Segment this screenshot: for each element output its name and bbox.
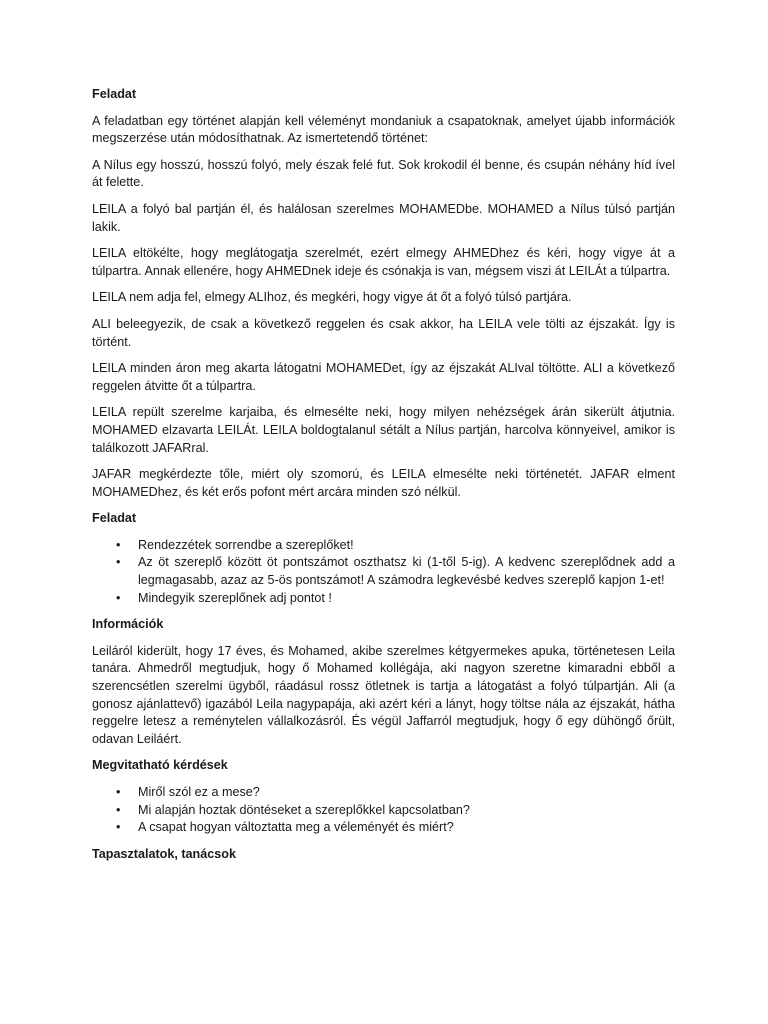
story-paragraph: LEILA a folyó bal partján él, és halálosan szerelmes MOHAMEDbe. MOHAMED a Nílus túlsó partján lakik. [92,201,675,234]
document-page [92,86,675,872]
list-item [92,590,675,608]
list-item [92,802,675,820]
info-paragraph: Leiláról kiderült, hogy 17 éves, és Mohamed, akibe szerelmes kétgyermekes apuka, történetesen Leila tanára. Ahmedről megtudjuk, hogy ő Mohamed kollégája, aki nagyon szeretne kimaradni ebből a szerencsétlen szerelmi ügyből, ráadásul rossz ötletnek is tartja a látogatást a folyó túlpartján. Ali (a gonosz ajánlattevő) igazából Leila nagypapája, aki azért kéri a lányt, hogy töltse nála az éjszakát, hátha reggelre letesz a reménytelen vállalkozásról. És végül Jaffarról megtudjuk, hogy ő egy dühöngő őrült, odavan Leiláért. [92,643,675,746]
heading-tapasztalatok: Tapasztalatok, tanácsok [92,846,236,861]
list-item-text: A csapat hogyan változtatta meg a véleményét és miért? [138,820,454,835]
story-paragraph: A Nílus egy hosszú, hosszú folyó, mely észak felé fut. Sok krokodil él benne, és csupán néhány híd ível át felette. [92,157,675,190]
heading-feladat-2: Feladat [92,511,137,526]
story-paragraph: LEILA minden áron meg akarta látogatni MOHAMEDet, így az éjszakát ALIval töltötte. ALI a következő reggelen átvitte őt a túlpartra. [92,361,675,393]
heading-kerdesek: Megvitatható kérdések [92,758,228,773]
bullet-icon: • [116,785,121,799]
heading-feladat: Feladat [92,87,137,101]
story-paragraph: LEILA eltökélte, hogy meglátogatja szerelmét, ezért elmegy AHMEDhez és kéri, hogy vigye át a túlpartra. Annak ellenére, hogy AHMEDnek ideje és csónakja is van, mégsem viszi át LEILÁt a túlpartra. [92,246,675,278]
task-list [92,537,675,607]
list-item [92,819,675,837]
story-paragraph: ALI beleegyezik, de csak a következő reggelen és csak akkor, ha LEILA vele tölti az éjszakát. Így is történt. [92,316,675,349]
list-item [92,784,675,802]
question-list [92,784,675,837]
list-item [92,554,675,589]
heading-informaciok: Információk [92,617,164,632]
list-item [92,537,675,555]
bullet-icon: • [116,590,121,605]
bullet-icon: • [116,537,121,552]
list-item-text: Az öt szereplő között öt pontszámot oszthatsz ki (1-től 5-ig). A kedvenc szereplődnek add a legmagasabb, azaz az 5-ös pontszámot! A számodra legkevésbé kedves szereplő kapjon 1-et! [138,555,675,588]
list-item-text: Mi alapján hoztak döntéseket a szereplőkkel kapcsolatban? [138,802,470,817]
story-paragraph: JAFAR megkérdezte tőle, miért oly szomorú, és LEILA elmesélte neki történetét. JAFAR elment MOHAMEDhez, és két erős pofont mért arcára minden szó nélkül. [92,467,675,499]
story-paragraph: LEILA repült szerelme karjaiba, és elmesélte neki, hogy milyen nehézségek árán sikerült átjutnia. MOHAMED elzavarta LEILÁt. LEILA boldogtalanul sétált a Nílus partján, harcolva könnyeivel, amikor is találkozott JAFARral. [92,405,675,455]
bullet-icon: • [116,555,121,570]
list-item-text: Mindegyik szereplőnek adj pontot ! [138,590,332,605]
story-paragraph: LEILA nem adja fel, elmegy ALIhoz, és megkéri, hogy vigye át őt a folyó túlsó partjára. [92,290,572,305]
bullet-icon: • [116,802,121,817]
list-item-text: Miről szól ez a mese? [138,785,260,799]
list-item-text: Rendezzétek sorrendbe a szereplőket! [138,537,354,552]
bullet-icon: • [116,820,121,835]
intro-paragraph: A feladatban egy történet alapján kell véleményt mondaniuk a csapatoknak, amelyet újabb információk megszerzése után módosíthatnak. Az ismertetendő történet: [92,113,675,146]
